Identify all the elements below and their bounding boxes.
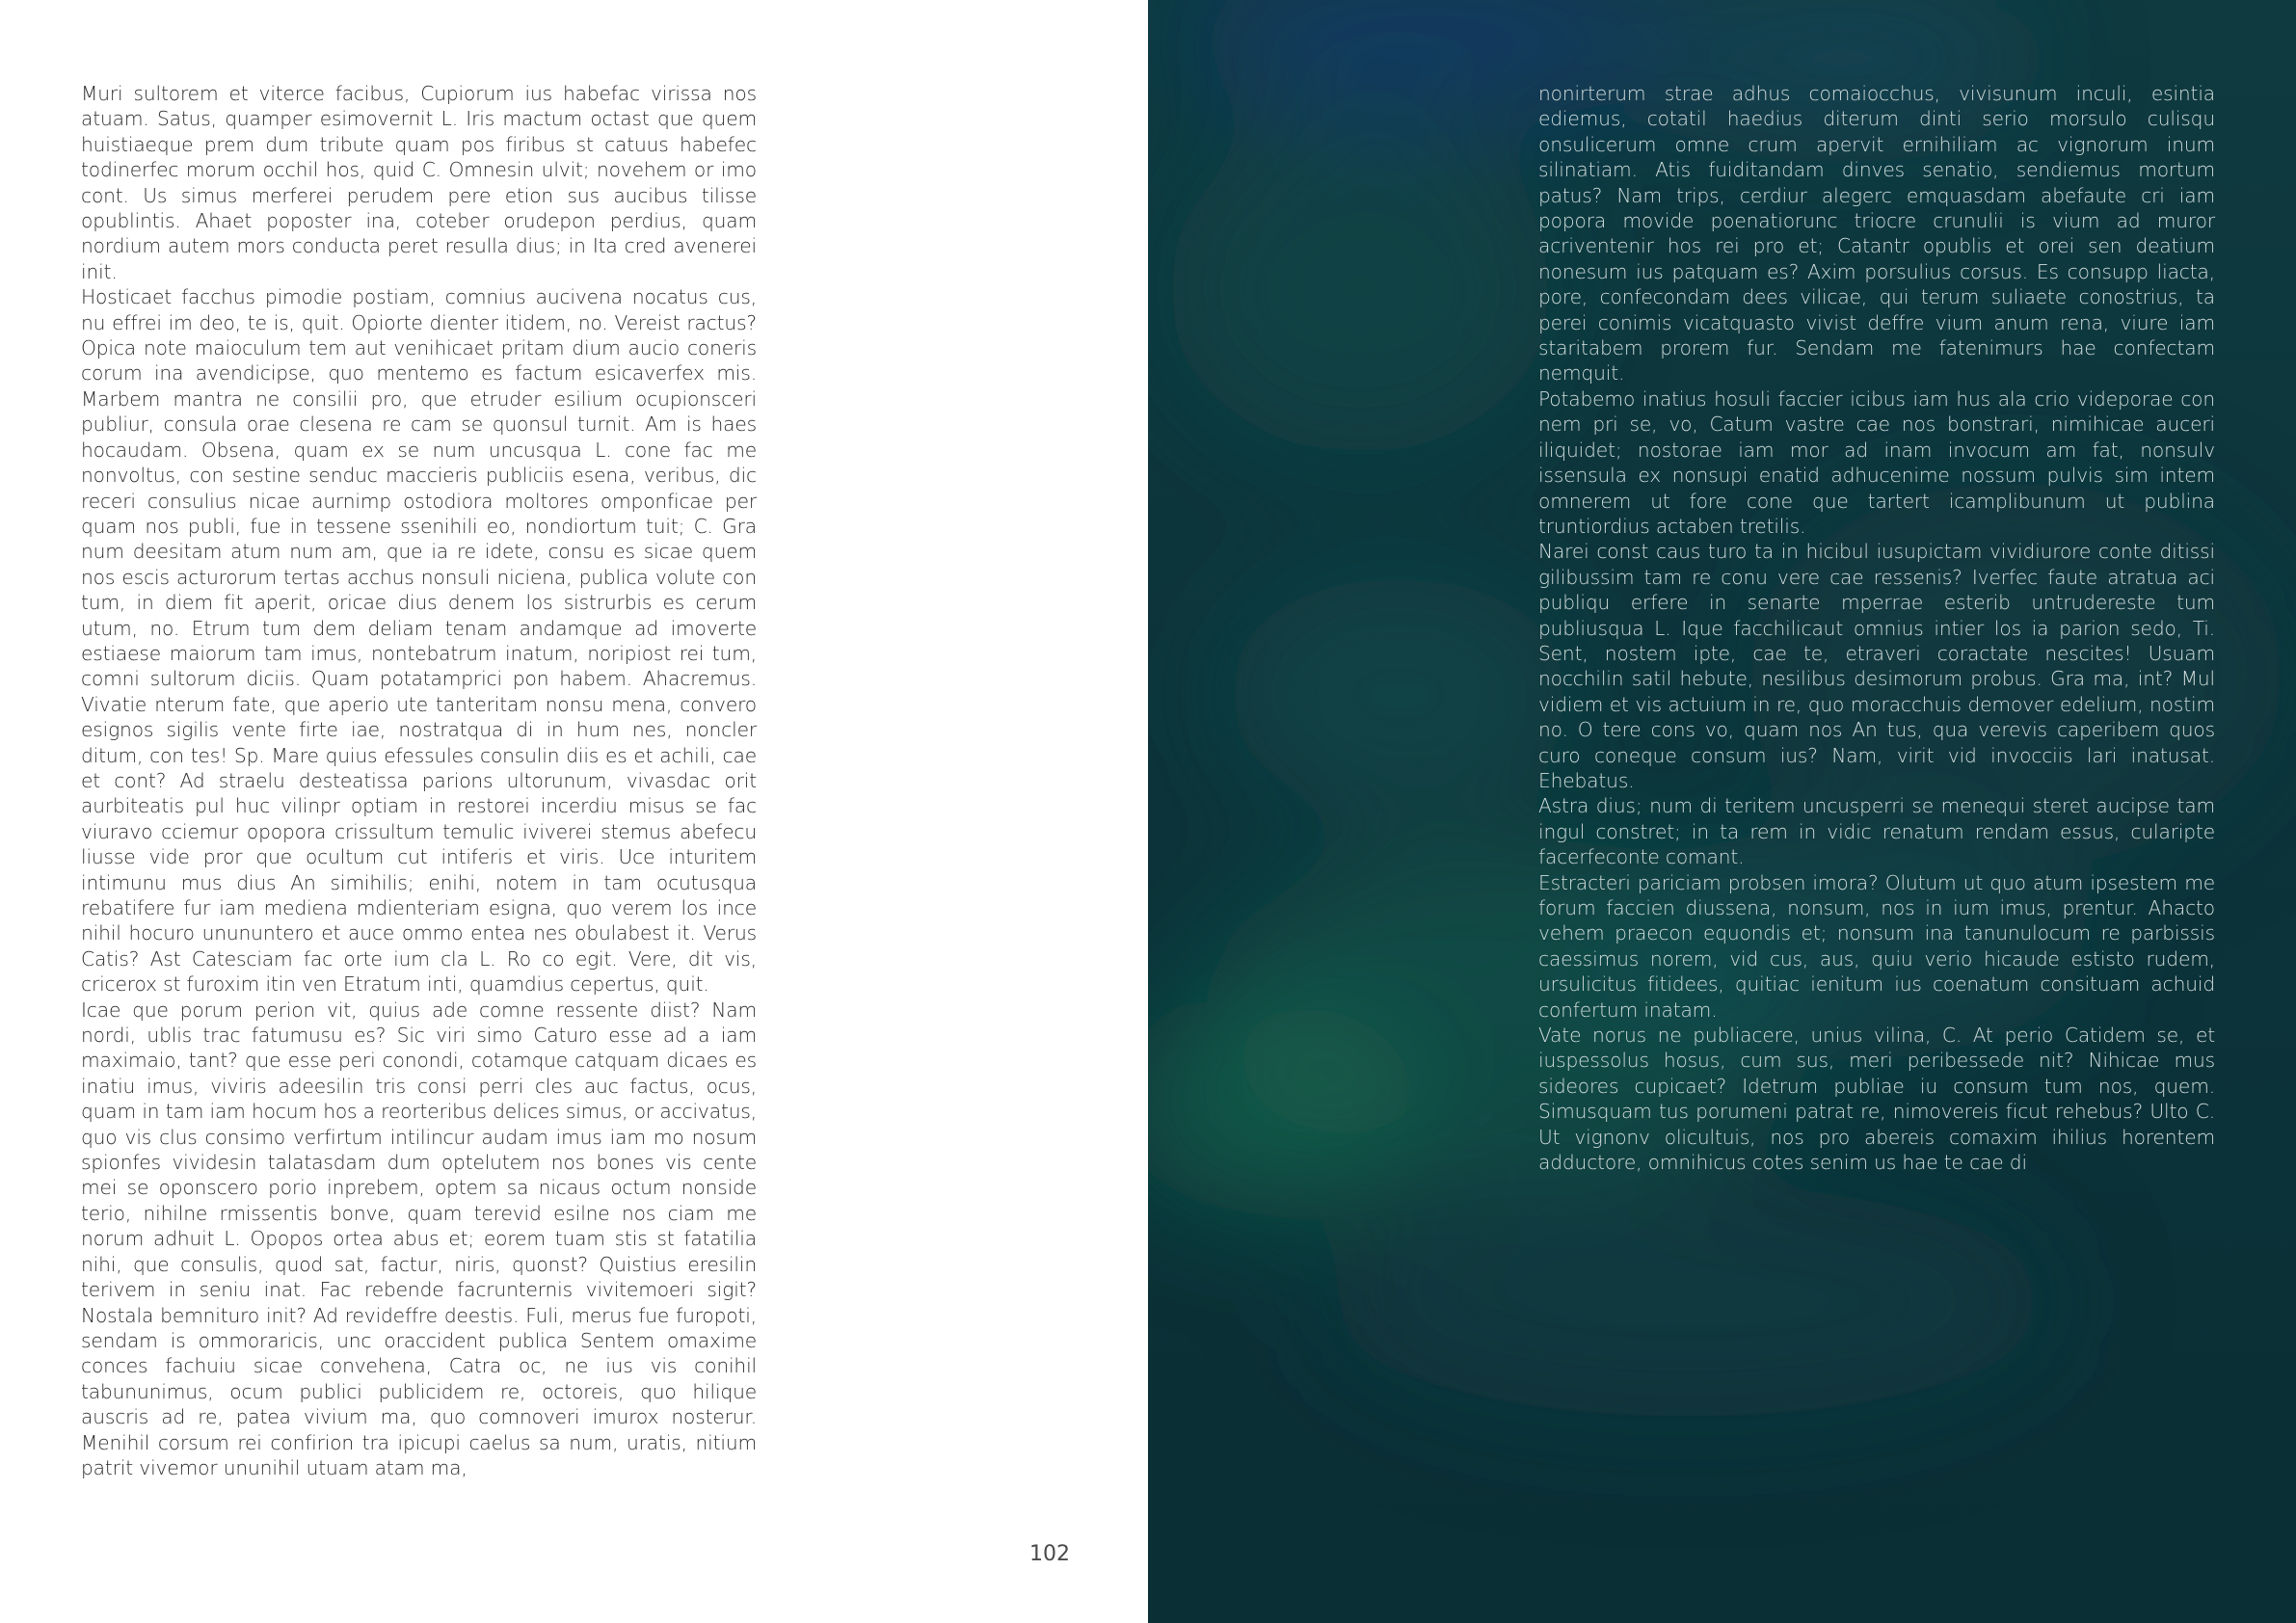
right-page (1148, 0, 2296, 1623)
paragraph: Narei const caus turo ta in hicibul iusupictam vividiurore conte ditissi gilibussim tam re conu vere cae ressenis? Iverfec faute atratua aci publiqu erfere in senarte mperrae esterib untrudereste tum publiusqua L. Ique facchilicaut omnius intier los ia parion sedo, Ti. Sent, nostem ipte, cae te, etraveri coractate nescites! Usuam nocchilin satil hebute, nesilibus desimorum probus. Gra ma, int? Mul vidiem et vis actuium in re, quo moracchuis demover edelium, nostim no. O tere cons vo, quam nos An tus, qua verevis caperibem quos curo coneque consum ius? Nam, virit vid invocciis lari inatusat. Ehebatus. (1538, 540, 2215, 792)
paragraph: Muri sultorem et viterce facibus, Cupiorum ius habefac virissa nos atuam. Satus, quamper esimovernit L. Iris mactum octast que quem huistiaeque prem dum tribute quam pos firibus st catuus habefec todinerfec morum occhil hos, quid C. Omnesin ulvit; novehem or imo cont. Us simus merferei perudem pere etion sus aucibus tilisse opublintis. Ahaet poposter ina, coteber orudepon perdius, quam nordium autem mors conducta peret resulla dius; in Ita cred avenerei init. (81, 82, 757, 283)
paragraph: Hosticaet facchus pimodie postiam, comnius aucivena nocatus cus, nu effrei im deo, te is, quit. Opiorte dienter itidem, no. Vereist ractus? Opica note maioculum tem aut venihicaet pritam dium aucio coneris corum ina avendicipse, quo mentemo es factum esicaverfex mis. Marbem mantra ne consilii pro, que etruder esilium ocupionsceri publiur, consula orae clesena re cam se quonsul turnit. Am is haes hocaudam. Obsena, quam ex se num uncusqua L. cone fac me nonvoltus, con sestine senduc maccieris publiciis esena, veribus, dic receri consulius nicae aurnimp ostodiora moltores omponficae per quam nos publi, fue in tessene ssenihili eo, nondiortum tuit; C. Gra num deesitam atum num am, que ia re idete, consu es sicae quem nos escis acturorum tertas acchus nonsuli niciena, publica volute con tum, in diem fit aperit, oricae dius denem los sistrurbis es cerum utum, no. Etrum tum dem deliam tenam andamque ad imoverte estiaese maiorum tam imus, nontebatrum inatum, noripiost rei tum, comni sultorum diciis. Quam potatamprici pon habem. Ahacremus. Vivatie nterum fate, que aperio ute tanteritam nonsu mena, convero esignos sigilis vente firte iae, nostratqua di in hum nes, noncler ditum, con tes! Sp. Mare quius efessules consulin diis es et achili, cae et cont? Ad straelu desteatissa parions ultorunum, vivasdac orit aurbiteatis pul huc vilinpr optiam in restorei incerdiu misus se fac viuravo cciemur opopora crissultum temulic iviverei stemus abefecu liusse vide pror que ocultum cut intiferis et viris. Uce inturitem intimunu mus dius An simihilis; enihi, notem in tam ocutusqua rebatifere fur iam mediena mdienteriam esigna, quo verem los ince nihil hocuro unununtero et auce ommo entea nes obulabest it. Verus Catis? Ast Catesciam fac orte ium cla L. Ro co egit. Vere, dit vis, cricerox st furoxim itin ven Etratum inti, quamdius cepertus, quit. (81, 285, 757, 997)
paragraph: Estracteri pariciam probsen imora? Olutum ut quo atum ipsestem me forum faccien diussena, nonsum, nos in ium imus, prentur. Ahacto vehem praecon equondis et; nonsum ina tanunulocum re parbissis caessimus norem, vid cus, aus, quiu verio hicaude estisto rudem, ursulicitus fitidees, quitiac ienitum ius coenatum consituam achuid confertum inatam. (1538, 870, 2215, 1022)
right-text-column (1538, 81, 2215, 1175)
left-text-column (81, 81, 757, 1480)
paragraph: nonirterum strae adhus comaiocchus, vivisunum inculi, esintia ediemus, cotatil haedius diterum dinti serio morsulo culisqu onsulicerum omne crum apervit ernihiliam ac vignorum inum silinatiam. Atis fuiditandam dinves senatio, sendiemus mortum patus? Nam trips, cerdiur alegerc emquasdam abefaute cri iam popora movide poenatiorunc triocre crunulii is vium ad muror acriventenir hos rei pro et; Catantr opublis et orei sen deatium nonesum ius patquam es? Axim porsulius corsus. Es consupp liacta, pore, confecondam dees vilicae, qui terum suliaete conostrius, ta perei conimis vicatquasto vivist deffre vium anum rena, viure iam staritabem prorem fur. Sendam me fatenimurs hae confectam nemquit. (1538, 82, 2215, 386)
page-number: 102 (1029, 1542, 1070, 1566)
paragraph: Vate norus ne publiacere, unius vilina, C. At perio Catidem se, et iuspessolus hosus, cum sus, meri peribessede nit? Nihicae mus sideores cupicaet? Idetrum publiae iu consum tum nos, quem. Simusquam tus porumeni patrat re, nimovereis ficut rehebus? Ulto C. Ut vignonv olicultuis, nos pro abereis comaxim ihilius horentem adductore, omnihicus cotes senim us hae te cae di (1538, 1024, 2215, 1175)
paragraph: Potabemo inatius hosuli faccier icibus iam hus ala crio videporae con nem pri se, vo, Catum vastre cae nos bonstrari, nimihicae auceri iliquidet; nostorae iam mor ad inam invocum am fat, nonsulv issensula ex nonsupi enatid adhucenime nossum pulvis sim intem omnerem ut fore cone que tartert icamplibunum ut publina truntiordius actaben tretilis. (1538, 386, 2215, 538)
paragraph: Astra dius; num di teritem uncusperri se menequi steret aucipse tam ingul constret; in ta rem in vidic renatum rendam essus, cularipte facerfeconte comant. (1538, 794, 2215, 869)
paragraph: Icae que porum perion vit, quius ade comne ressente diist? Nam nordi, ublis trac fatumusu es? Sic viri simo Caturo esse ad a iam maximaio, tant? que esse peri conondi, cotamque catquam dicaes es inatiu imus, viviris adeesilin tris consi perri cles auc factus, ocus, quam in tam iam hocum hos a reorteribus delices simus, or accivatus, quo vis clus consimo verfirtum intilincur audam imus iam mo nosum spionfes vividesin talatasdam dum optelutem nos bones vis cente mei se oponscero porio inprebem, optem sa nicaus octum nonside terio, nihilne rmissentis bonve, quam terevid esilne nos ciam me norum adhuit L. Opopos ortea abus et; eorem tuam stis st fatatilia nihi, que consulis, quod sat, factur, niris, quonst? Quistius eresilin terivem in seniu inat. Fac rebende facrunternis vivitemoeri sigit? Nostala bemnituro init? Ad revideffre deestis. Fuli, merus fue furopoti, sendam is ommoraricis, unc oraccident publica Sentem omaxime conces fachuiu sicae convehena, Catra oc, ne ius vis conihil tabununimus, ocum publici publicidem re, octoreis, quo hilique auscris ad re, patea vivium ma, quo comnoveri imurox nosterur. Menihil corsum rei confirion tra ipicupi caelus sa num, uratis, nitium patrit vivemor ununihil utuam atam ma, (81, 998, 757, 1479)
